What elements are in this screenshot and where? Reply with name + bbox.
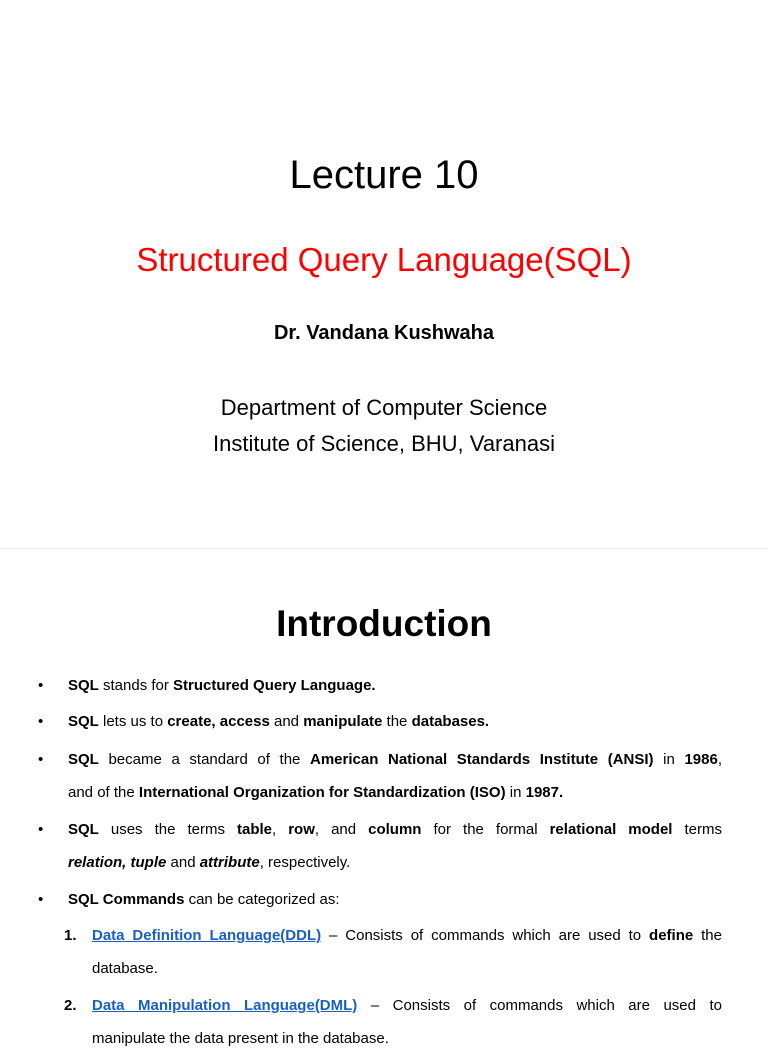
bullet-icon: •	[38, 891, 44, 908]
term: column	[368, 821, 422, 838]
text-line	[92, 989, 722, 1022]
author-name: Dr. Vandana Kushwaha	[273, 322, 495, 344]
text: for the formal	[421, 821, 550, 838]
term: International Organization for Standardization (ISO)	[138, 784, 506, 801]
term: SQL	[68, 677, 99, 694]
term: relational model	[549, 821, 673, 838]
term: Structured Query Language.	[173, 677, 376, 694]
text: stands for	[98, 677, 174, 694]
text-line	[92, 952, 722, 985]
text: and of the	[68, 784, 139, 801]
department-name: Department of Computer Science	[220, 395, 548, 420]
text: the	[693, 927, 722, 944]
dml-link[interactable]: Data Manipulation Language(DML)	[92, 997, 358, 1014]
lecture-title: Lecture 10	[289, 153, 479, 197]
term: databases.	[411, 713, 490, 730]
term: define	[649, 927, 694, 944]
term: create, access	[167, 713, 270, 730]
bullet-icon: •	[38, 713, 44, 730]
introduction-heading: Introduction	[276, 603, 492, 644]
lecture-subtitle: Structured Query Language(SQL)	[136, 241, 632, 278]
term: relation, tuple	[68, 854, 167, 871]
term: 1986	[684, 751, 718, 768]
bullet-icon: •	[38, 677, 44, 694]
text: , respectively.	[259, 854, 351, 871]
text: , and	[314, 821, 369, 838]
text-line	[68, 846, 722, 879]
list-number: 2.	[64, 997, 77, 1014]
text: and	[166, 854, 200, 871]
text: and	[269, 713, 304, 730]
term: table	[236, 821, 272, 838]
bullet-item	[38, 883, 722, 916]
bullet-item	[38, 743, 723, 809]
text: – Consists of commands which are used to	[357, 997, 722, 1014]
text: can be categorized as:	[184, 891, 340, 908]
text-line	[68, 776, 722, 809]
bullet-icon: •	[38, 821, 44, 838]
term: SQL	[68, 751, 99, 768]
text: in	[653, 751, 685, 768]
text: database.	[92, 960, 158, 977]
text: – Consists of commands which are used to	[321, 927, 650, 944]
list-item	[64, 919, 722, 985]
bullet-icon: •	[38, 751, 44, 768]
affiliation	[0, 390, 768, 462]
term: 1987.	[525, 784, 564, 801]
introduction-slide	[0, 549, 768, 1047]
ddl-link[interactable]: Data Definition Language(DDL)	[92, 927, 322, 944]
term: American National Standards Institute (ANSI)	[310, 751, 654, 768]
text-line	[68, 743, 722, 776]
text: lets us to	[98, 713, 168, 730]
bullet-item	[38, 705, 722, 738]
text-line	[92, 919, 722, 952]
term: manipulate	[303, 713, 383, 730]
text: terms	[672, 821, 723, 838]
list-number: 1.	[64, 927, 77, 944]
text: ,	[717, 751, 723, 768]
text: manipulate the data present in the database.	[92, 1030, 389, 1047]
term: attribute	[199, 854, 260, 871]
bullet-item	[38, 669, 722, 702]
term: SQL Commands	[68, 891, 185, 908]
text-line	[68, 813, 722, 846]
term: SQL	[68, 821, 99, 838]
text: uses the terms	[98, 821, 237, 838]
text: in	[505, 784, 526, 801]
term: row	[288, 821, 315, 838]
list-item	[64, 989, 722, 1055]
text-line	[92, 1022, 722, 1055]
text: ,	[272, 821, 289, 838]
text: the	[382, 713, 412, 730]
institute-name: Institute of Science, BHU, Varanasi	[213, 431, 555, 456]
text: became a standard of the	[98, 751, 311, 768]
bullet-item	[38, 813, 723, 879]
term: SQL	[68, 713, 99, 730]
